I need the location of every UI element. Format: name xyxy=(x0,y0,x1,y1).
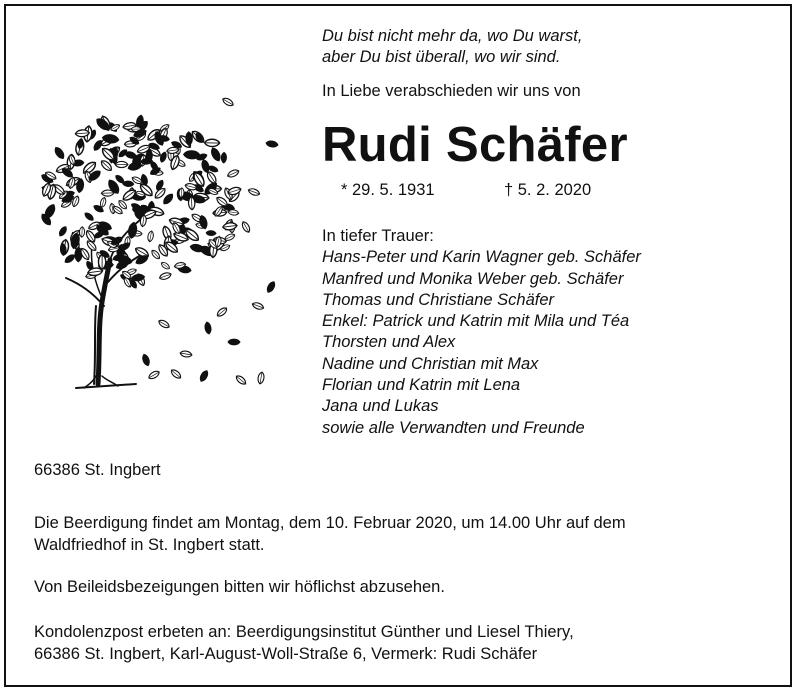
mourner-line: Hans-Peter und Karin Wagner geb. Schäfer xyxy=(322,248,641,267)
intro-text: In Liebe verabschieden wir uns von xyxy=(322,82,581,100)
location-text: 66386 St. Ingbert xyxy=(34,461,161,479)
mourners-block xyxy=(322,226,641,439)
deceased-name: Rudi Schäfer xyxy=(322,118,628,172)
mourning-heading: In tiefer Trauer: xyxy=(322,227,434,245)
condolence-address-line-2: 66386 St. Ingbert, Karl-August-Woll-Straße 6, Vermerk: Rudi Schäfer xyxy=(34,645,538,663)
mourner-line: Florian und Katrin mit Lena xyxy=(322,376,521,395)
mourner-line: Jana und Lukas xyxy=(322,397,439,416)
quote-line-1: Du bist nicht mehr da, wo Du warst, xyxy=(322,27,583,45)
windblown-tree-icon xyxy=(36,92,286,392)
mourner-line: Thorsten und Alex xyxy=(322,333,456,352)
condolence-request: Von Beileidsbezeigungen bitten wir höflichst abzusehen. xyxy=(34,578,445,596)
mourner-line: sowie alle Verwandten und Freunde xyxy=(322,418,585,437)
death-date: † 5. 2. 2020 xyxy=(504,181,592,199)
tree-leaves xyxy=(40,97,279,386)
mourner-line: Nadine und Christian mit Max xyxy=(322,354,539,373)
quote-line-2: aber Du bist überall, wo wir sind. xyxy=(322,48,561,66)
birth-date: * 29. 5. 1931 xyxy=(341,181,435,199)
funeral-info-line-2: Waldfriedhof in St. Ingbert statt. xyxy=(34,536,265,554)
mourner-line: Manfred und Monika Weber geb. Schäfer xyxy=(322,269,624,288)
condolence-address-line-1: Kondolenzpost erbeten an: Beerdigungsinstitut Günther und Liesel Thiery, xyxy=(34,623,574,641)
mourner-line: Enkel: Patrick und Katrin mit Mila und Téa xyxy=(322,312,630,331)
mourner-line: Thomas und Christiane Schäfer xyxy=(322,290,555,309)
funeral-info-line-1: Die Beerdigung findet am Montag, dem 10. Februar 2020, um 14.00 Uhr auf dem xyxy=(34,514,626,532)
